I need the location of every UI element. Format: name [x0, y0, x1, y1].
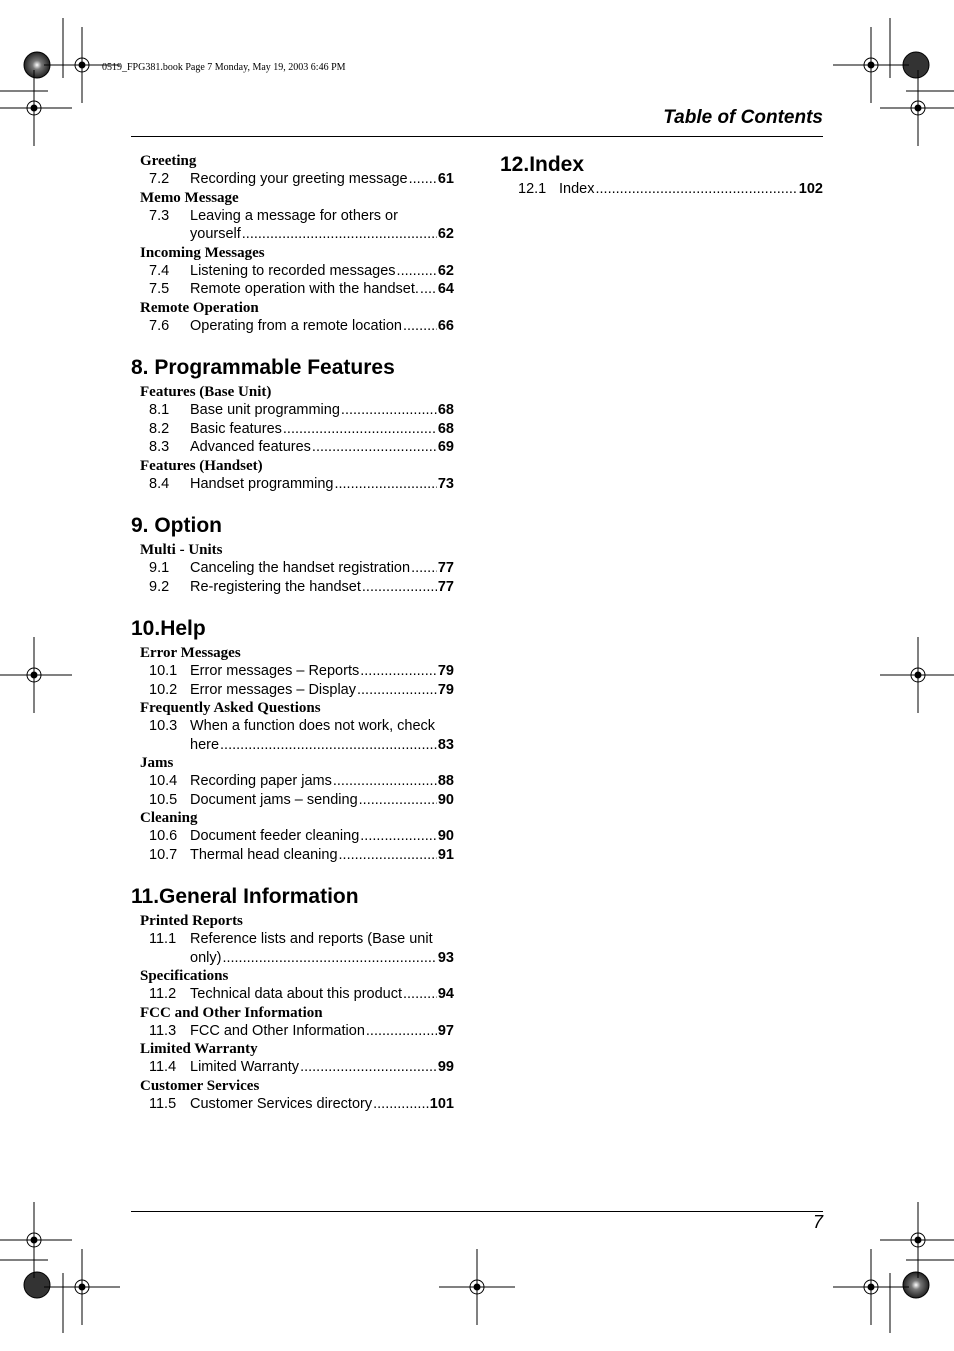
entry-title-line1: Leaving a message for others or: [190, 207, 398, 224]
crosshair-mark-icon: [44, 1249, 120, 1325]
crosshair-mark-icon: [0, 1202, 72, 1278]
entry-page: 69: [437, 439, 454, 455]
entry-title: FCC and Other Information: [190, 1022, 365, 1039]
toc-group: FCC and Other Information: [140, 1004, 323, 1021]
toc-group: Error Messages: [140, 645, 241, 661]
entry-title: Handset programming: [190, 475, 334, 492]
crosshair-mark-icon: [833, 1249, 909, 1325]
toc-group: Greeting: [140, 153, 197, 169]
entry-page: 93: [437, 949, 454, 966]
entry-number: 10.1: [149, 663, 178, 679]
page-header-title: Table of Contents: [663, 107, 823, 128]
crosshair-mark-icon: [0, 637, 72, 713]
entry-page: 77: [437, 578, 454, 595]
crosshair-mark-icon: [833, 27, 909, 103]
toc-group: Cleaning: [140, 810, 198, 826]
entry-title-line1: When a function does not work, check: [190, 718, 436, 734]
entry-title: here: [190, 736, 220, 753]
entry-page: 91: [437, 846, 454, 863]
chapter-heading[interactable]: 9. Option: [131, 514, 222, 537]
chapter-heading[interactable]: 11.General Information: [131, 885, 359, 908]
entry-page: 88: [437, 773, 454, 789]
entry-number: 8.4: [149, 475, 170, 492]
entry-title: Operating from a remote location: [190, 317, 402, 334]
entry-title: Recording paper jams: [190, 773, 332, 789]
entry-title: only): [190, 949, 222, 966]
entry-number: 8.3: [149, 439, 170, 455]
crosshair-mark-icon: [880, 70, 954, 146]
crosshair-mark-icon: [880, 637, 954, 713]
entry-page: 62: [437, 226, 454, 242]
entry-page: 64: [437, 281, 454, 297]
chapter-heading[interactable]: 10.Help: [131, 617, 206, 640]
entry-page: 90: [437, 828, 454, 844]
entry-page: 66: [437, 317, 454, 334]
toc-group: Jams: [140, 755, 174, 771]
print-slug: 0519_FPG381.book Page 7 Monday, May 19, 2003 6:46 PM: [102, 62, 346, 73]
entry-page: 101: [429, 1095, 454, 1112]
crosshair-mark-icon: [0, 70, 72, 146]
entry-title: Listening to recorded messages: [190, 262, 396, 279]
entry-page: 61: [437, 171, 454, 187]
entry-number: 7.2: [149, 171, 170, 187]
entry-number: 7.3: [149, 207, 170, 224]
chapter-heading[interactable]: 8. Programmable Features: [131, 356, 395, 379]
entry-page: 97: [437, 1022, 454, 1039]
page-number: 7: [812, 1212, 823, 1232]
entry-page: 79: [437, 681, 454, 698]
entry-title: Remote operation with the handset.: [190, 281, 419, 297]
entry-title: yourself: [190, 226, 241, 242]
entry-title: Document jams – sending: [190, 791, 358, 808]
entry-title: Basic features: [190, 420, 282, 437]
entry-page: 68: [437, 402, 454, 418]
toc-group: Printed Reports: [140, 913, 243, 929]
entry-number: 11.1: [149, 931, 177, 947]
rosette-mark-icon: [24, 1272, 50, 1298]
toc-group: Incoming Messages: [140, 244, 265, 261]
entry-page: 99: [437, 1059, 454, 1075]
entry-title: Limited Warranty: [190, 1059, 300, 1075]
entry-number: 9.1: [149, 560, 170, 576]
entry-page: 102: [798, 181, 823, 197]
toc-group: Frequently Asked Questions: [140, 700, 321, 716]
entry-page: 62: [437, 262, 454, 279]
entry-title: Advanced features: [190, 439, 311, 455]
entry-number: 12.1: [518, 181, 547, 197]
entry-title: Error messages – Display: [190, 681, 356, 698]
entry-page: 94: [437, 986, 454, 1002]
toc-group: Customer Services: [140, 1077, 260, 1094]
entry-page: 68: [437, 420, 454, 437]
toc-group: Features (Base Unit): [140, 384, 272, 400]
crosshair-mark-icon: [439, 1249, 515, 1325]
entry-title: Technical data about this product: [190, 986, 402, 1002]
crosshair-mark-icon: [44, 27, 120, 103]
rosette-mark-icon: [903, 1272, 929, 1298]
entry-number: 7.5: [149, 281, 170, 297]
entry-number: 11.2: [149, 986, 177, 1002]
entry-title: Thermal head cleaning: [190, 846, 338, 863]
entry-number: 7.6: [149, 317, 170, 334]
entry-number: 11.4: [149, 1059, 177, 1075]
chapter-heading[interactable]: 12.Index: [500, 153, 585, 176]
entry-page: 83: [437, 736, 454, 753]
entry-title: Document feeder cleaning: [190, 828, 360, 844]
entry-page: 77: [437, 560, 454, 576]
entry-page: 90: [437, 791, 454, 808]
entry-number: 10.5: [149, 791, 178, 808]
entry-number: 9.2: [149, 578, 170, 595]
entry-number: 8.2: [149, 420, 170, 437]
entry-title: Re-registering the handset: [190, 578, 361, 595]
entry-title-line1: Reference lists and reports (Base unit: [190, 931, 433, 947]
entry-number: 10.4: [149, 773, 178, 789]
entry-number: 8.1: [149, 402, 170, 418]
entry-number: 11.5: [149, 1095, 177, 1112]
toc-group: Specifications: [140, 968, 229, 984]
toc-group: Limited Warranty: [140, 1041, 258, 1057]
toc-group: Memo Message: [140, 189, 239, 206]
toc-group: Multi - Units: [140, 542, 223, 558]
entry-number: 10.3: [149, 718, 178, 734]
entry-number: 10.7: [149, 846, 178, 863]
entry-page: 73: [437, 475, 454, 492]
entry-number: 10.2: [149, 681, 178, 698]
entry-title: Base unit programming: [190, 402, 340, 418]
toc-group: Remote Operation: [140, 299, 259, 316]
entry-title: Recording your greeting message: [190, 171, 408, 187]
entry-page: 79: [437, 663, 454, 679]
crosshair-mark-icon: [880, 1202, 954, 1278]
entry-title: Customer Services directory: [190, 1095, 373, 1112]
entry-number: 11.3: [149, 1022, 177, 1039]
entry-title: Canceling the handset registration: [190, 560, 411, 576]
entry-number: 7.4: [149, 262, 170, 279]
entry-title: Error messages – Reports: [190, 663, 360, 679]
entry-title: Index: [559, 181, 595, 197]
entry-number: 10.6: [149, 828, 178, 844]
toc-group: Features (Handset): [140, 457, 263, 474]
